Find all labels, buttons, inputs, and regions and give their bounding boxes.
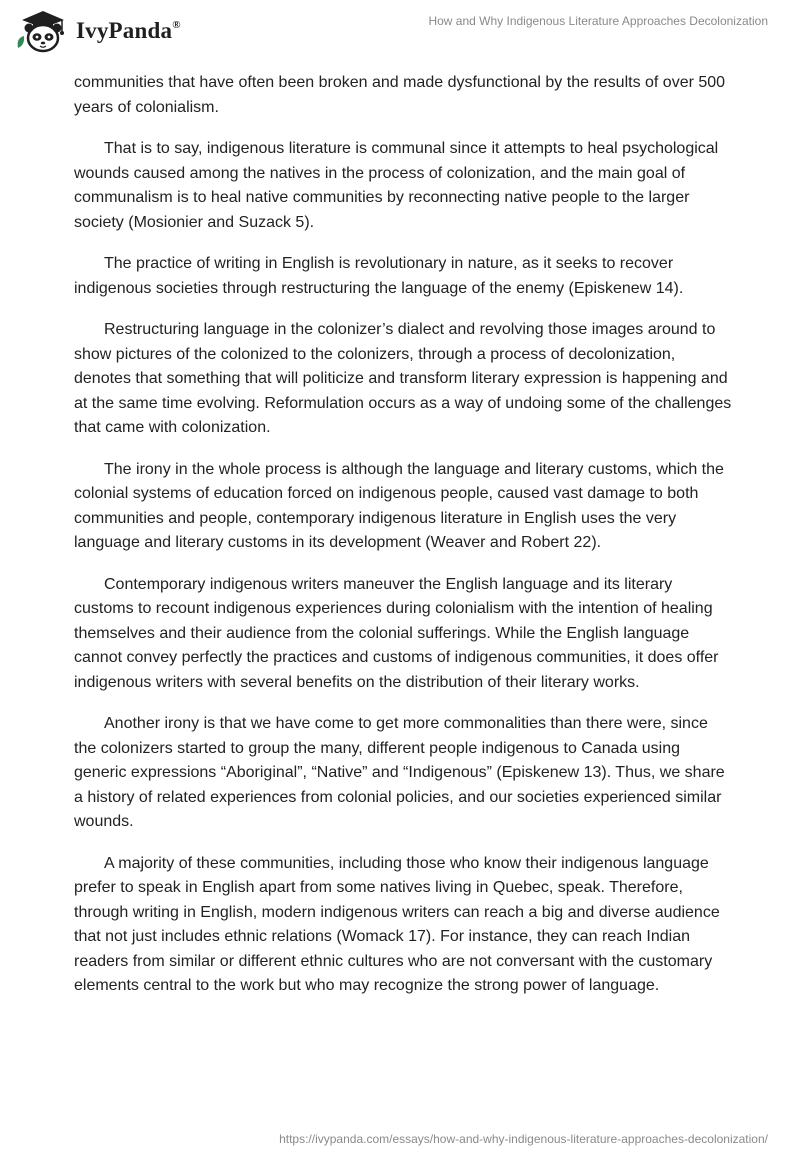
- paragraph: Another irony is that we have come to get more commonalities than there were, since the colonizers started to group the many, different people indigenous to Canada using generic expressions “Aboriginal”, “Native” and “Indigenous” (Episkenew 13). Thus, we share a history of related experiences from colonial policies, and our societies experienced similar wounds.: [74, 715, 725, 830]
- paragraph: The irony in the whole process is although the language and literary customs, which the colonial systems of education forced on indigenous people, caused vast damage to both communities and people, contemporary indigenous literature in English uses the very language and literary customs in its development (Weaver and Robert 22).: [74, 460, 724, 551]
- panda-graduate-icon: [14, 8, 72, 54]
- paragraph: That is to say, indigenous literature is communal since it attempts to heal psychological wounds caused among the natives in the process of colonization, and the main goal of communalism is to heal native communities by reconnecting native people to the larger society (Mosionier and Suzack 5).: [74, 140, 719, 231]
- paragraph: Restructuring language in the colonizer’s dialect and revolving those images around to show pictures of the colonized to the colonizers, through a process of decolonization, denotes that something that will politicize and transform literary expression is happening and at the same time evolving. Reformulation occurs as a way of undoing some of the challenges that came with colonization.: [74, 321, 732, 436]
- site-logo[interactable]: [14, 8, 181, 54]
- essay-body: [74, 71, 734, 1016]
- brand-name: IvyPanda®: [76, 18, 181, 43]
- paragraph: Contemporary indigenous writers maneuver the English language and its literary customs to recount indigenous experiences during colonialism with the intention of healing themselves and their audience from the colonial sufferings. While the English language cannot convey perfectly the practices and customs of indigenous communities, it does offer indigenous writers with several benefits on the distribution of their literary works.: [74, 575, 719, 691]
- registered-mark: ®: [172, 19, 181, 31]
- page-header: [0, 0, 800, 62]
- paragraph: A majority of these communities, including those who know their indigenous language prefer to speak in English apart from some natives living in Quebec, speak. Therefore, through writing in English, modern indigenous writers can reach a big and diverse audience that not just includes ethnic relations (Womack 17). For instance, they can reach Indian readers from similar or different ethnic cultures who are not conversant with the customary elements central to the work but who may recognize the strong power of language.: [74, 854, 720, 994]
- document-title: How and Why Indigenous Literature Approaches Decolonization: [428, 14, 768, 28]
- source-url-link[interactable]: https://ivypanda.com/essays/how-and-why-indigenous-literature-approaches-decolonization/: [279, 1132, 768, 1146]
- paragraph: The practice of writing in English is revolutionary in nature, as it seeks to recover indigenous societies through restructuring the language of the enemy (Episkenew 14).: [74, 255, 684, 297]
- paragraph: communities that have often been broken and made dysfunctional by the results of over 500 years of colonialism.: [74, 74, 726, 116]
